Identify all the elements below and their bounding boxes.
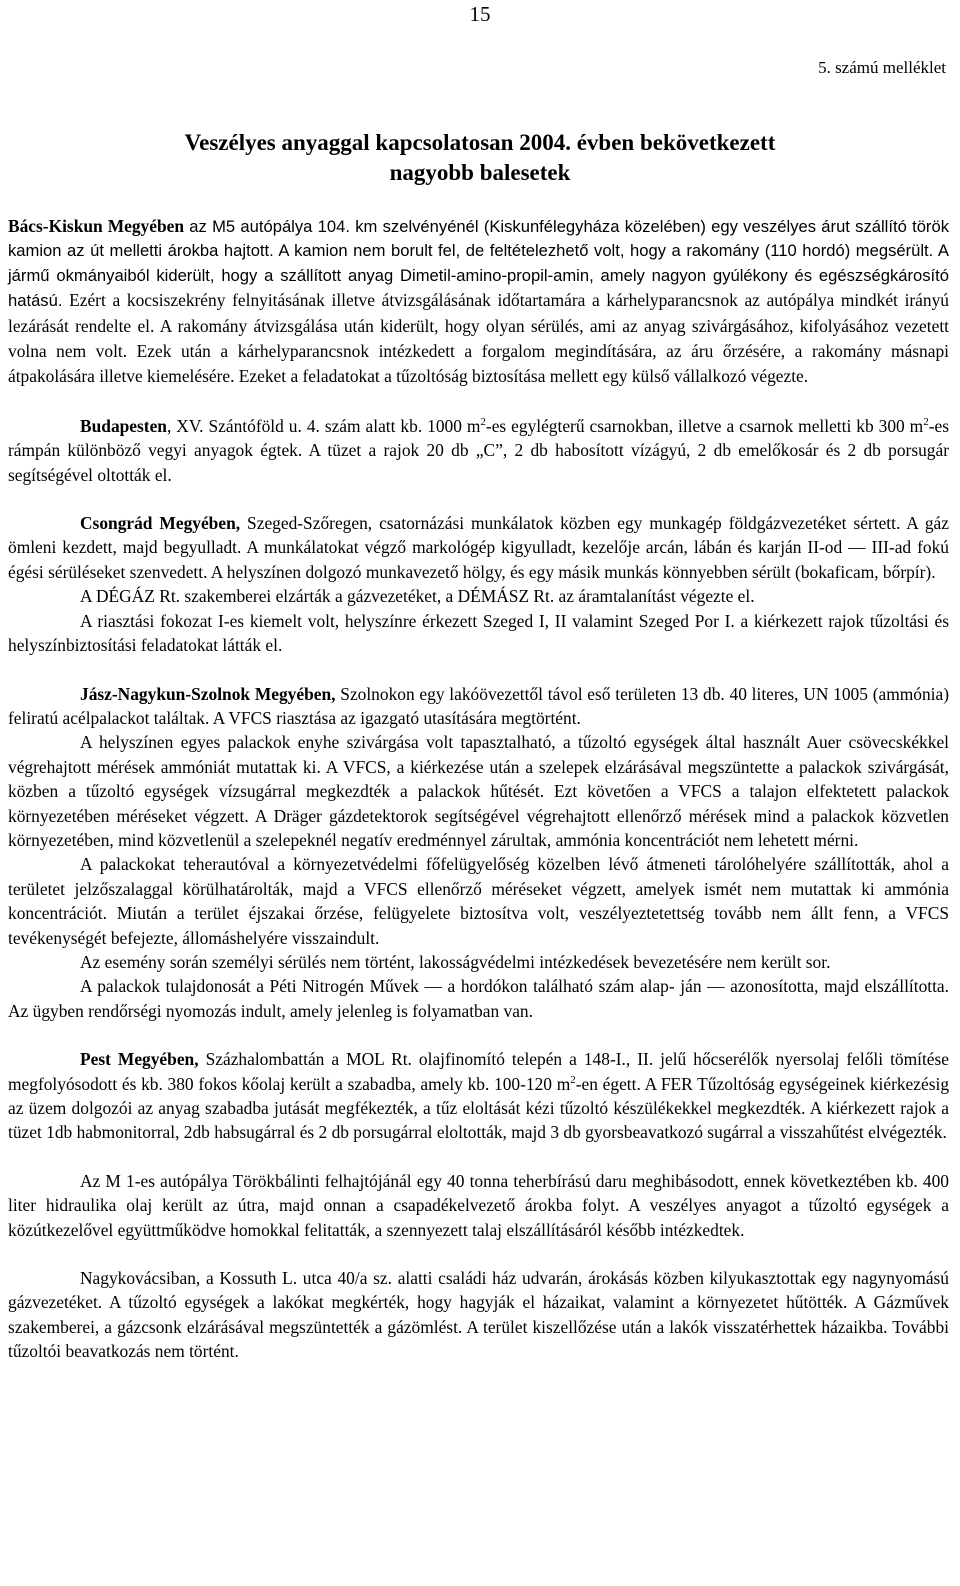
pest-text-1: Százhalombattán a MOL Rt. olajfinomító telepén a 148-I., II. jelű hőcserélők nyersolaj felőli tömítése megfolyósodott és kb. 380 fokos kőolaj került a szabadba, amely kb. 100-120 m bbox=[8, 1049, 949, 1094]
bacs-text-1: az M5 autópálya 104. km szelvényénél (Kiskunfélegyháza közelében) egy veszélyes árut szállító török kamion az út melletti árokba hajtott. A kamion nem borult fel, de feltételezhető volt, hogy a rakomány (110 hordó) megsérült. bbox=[8, 217, 949, 261]
csongrad-text-1: Szeged-Szőregen, csatornázási munkálatok közben egy munkagép földgázvezetéket sértett. A gáz ömleni kezdett, majd begyulladt. A munkálatokat végző markológép kigyulladt, kezelője arcán, lábán és karján II-od — III-ad fokú égési sérüléseket szenvedett. A helyszínen dolgozó munkavezető hölgy, és egy másik munkás könnyebben sérült (bokaficam, bőrpír). bbox=[8, 513, 949, 582]
county-heading-csongrad: Csongrád Megyében, bbox=[80, 513, 241, 534]
jasz-text-1: Szolnokon egy lakóövezettől távol eső területen 13 db. 40 literes, UN 1005 (ammónia) feliratú acélpalackot találtak. A VFCS riasztása az igazgató utasítására megtörtént. bbox=[8, 683, 949, 728]
paragraph-csongrad-3: A riasztási fokozat I-es kiemelt volt, helyszínre érkezett Szeged I, II valamint Szeged Por I. a kiérkezett rajok tűzoltási és helyszínbiztosítási feladatokat látták el. bbox=[8, 610, 949, 656]
pest-sup-1: 2 bbox=[570, 1073, 576, 1086]
paragraph-jasz bbox=[8, 682, 949, 731]
page-number: 15 bbox=[469, 2, 491, 26]
budapest-text-1: , XV. Szántóföld u. 4. szám alatt kb. 1000 m bbox=[166, 415, 481, 436]
county-heading-bacs: Bács-Kiskun Megyében bbox=[8, 216, 185, 236]
paragraph-jasz-4: Az esemény során személyi sérülés nem történt, lakosságvédelmi intézkedések bevezetésére nem került sor. bbox=[80, 951, 831, 972]
budapest-text-3: -es rámpán különböző vegyi anyagok égtek. A tüzet a rajok 20 db „C”, 2 db habosított vízágyú, 2 db emelőkosár és 2 db porsugár segítségével oltották el. bbox=[8, 415, 949, 485]
pest-text-2: -en égett. A FER Tűzoltóság egységeinek kiérkezésig az üzem dolgozói az anyag szabadba jutását megfékezték, a tűz eloltását kézi tűzoltó készülékekkel megkezdték. A kiérkezett rajok a tüzet 1db habmonitorral, 2db habsugárral és 2 db porsugárral eloltották, majd 3 db gyorsbeavatkozó sugárral a visszahűtést elvégezték. bbox=[8, 1073, 950, 1143]
title-line-1: Veszélyes anyaggal kapcsolatosan 2004. évben bekövetkezett bbox=[184, 130, 776, 155]
city-heading-budapest: Budapesten bbox=[80, 415, 167, 436]
paragraph-bacs-kiskun bbox=[8, 214, 949, 390]
paragraph-csongrad-2: A DÉGÁZ Rt. szakemberei elzárták a gázvezetéket, a DÉMÁSZ Rt. az áramtalanítást végezte el. bbox=[80, 586, 755, 607]
budapest-text-2: -es egylégterű csarnokban, illetve a csarnok melletti kb 300 m bbox=[485, 415, 924, 436]
bacs-text-3: Ezért a kocsiszekrény felnyitásának illetve átvizsgálásának időtartamára a kárhelyparancsnok az autópálya mindkét irányú lezárását rendelte el. A rakomány átvizsgálása után kiderült, hogy olyan sérülés, ami az anyag szivárgásához, kifolyásához vezetett volna nem volt. Ezek után a kárhelyparancsnok intézkedett a forgalom megindítására, az áru őrzésére, a rakomány másnapi átpakolására illetve kiemelésére. Ezeket a feladatokat a tűzoltóság biztosítása mellett egy külső vállalkozó végezte. bbox=[8, 290, 949, 387]
document-body bbox=[8, 214, 949, 1364]
budapest-sup-2: 2 bbox=[923, 416, 929, 429]
county-heading-pest: Pest Megyében, bbox=[80, 1049, 199, 1070]
budapest-sup-1: 2 bbox=[480, 416, 486, 429]
page-title bbox=[0, 128, 960, 188]
paragraph-jasz-3: A palackokat teherautóval a környezetvédelmi főfelügyelőség közelben lévő átmeneti tárolóhelyére szállították, ahol a területet jelzőszalaggal körülhatárolták, majd a VFCS ellenőrző méréseket végzett, amelyek ismét nem mutattak ki ammónia koncentrációt. Miután a terület éjszakai őrzése, felügyelete biztosítva volt, veszélyeztetettség tovább nem állt fenn, a VFCS tevékenységét befejezte, állomáshelyére visszaindult. bbox=[8, 854, 949, 948]
title-line-2: nagyobb balesetek bbox=[389, 160, 571, 185]
paragraph-pest bbox=[8, 1047, 949, 1145]
paragraph-budapest bbox=[8, 414, 949, 487]
annex-label: 5. számú melléklet bbox=[818, 58, 946, 77]
paragraph-jasz-5: A palackok tulajdonosát a Péti Nitrogén Művek — a hordókon található szám alap- ján — azonosította, majd elszállította. Az ügyben rendőrségi nyomozás indult, amely jelenleg is folyamatban van. bbox=[8, 976, 949, 1021]
county-heading-jasz: Jász-Nagykun-Szolnok Megyében, bbox=[80, 683, 336, 704]
paragraph-m1: Az M 1-es autópálya Törökbálinti felhajtójánál egy 40 tonna teherbírású daru meghibásodott, ennek következtében kb. 400 liter hidraulika olaj került az útra, majd onnan a csapadékelvezető árokba folyt. A veszélyes anyagot a tűzoltó egységek a közútkezelővel együttműködve homokkal felitatták, a szennyezett talaj elszállításáról később intézkedtek. bbox=[8, 1170, 949, 1240]
paragraph-csongrad bbox=[8, 511, 949, 584]
bacs-text-2: A jármű okmányaiból kiderült, hogy a szállított anyag Dimetil-amino-propil-amin, amely nagyon gyúlékony és egészségkárosító hatású. bbox=[8, 241, 949, 311]
paragraph-jasz-2: A helyszínen egyes palackok enyhe szivárgása volt tapasztalható, a tűzoltó egységek által használt Auer csövecskékkel végrehajtott mérések ammóniát mutattak ki. A VFCS, a kiérkezése után a szelepek elzárásával megszüntette a palackok szivárgását, közben a tűzoltó egységek vízsugárral megkezdték a palackok hűtését. Ezt követően a VFCS a talajon elfektetett palackok környezetében méréseket végzett. A Dräger gázdetektorok segítségével végrehajtott ellenőrző mérések mind a palackok közvetlen környezetében, mind közvetlenül a szelepeknél negatív eredménnyel zárultak, ammónia koncentrációt nem lehetett mérni. bbox=[8, 732, 949, 850]
paragraph-nagykovacsi: Nagykovácsiban, a Kossuth L. utca 40/a sz. alatti családi ház udvarán, árokásás közben kilyukasztottak egy nagynyomású gázvezetéket. A tűzoltó egységek a lakókat megkérték, hogy hagyják el házaikat, valamint a környezetet hűtötték. A Gázművek szakemberei, a gázcsonk elzárásával megszüntették a gázömlést. A terület kiszellőzése után a lakók visszatérhettek házaikba. További tűzoltói beavatkozás nem történt. bbox=[8, 1268, 949, 1362]
